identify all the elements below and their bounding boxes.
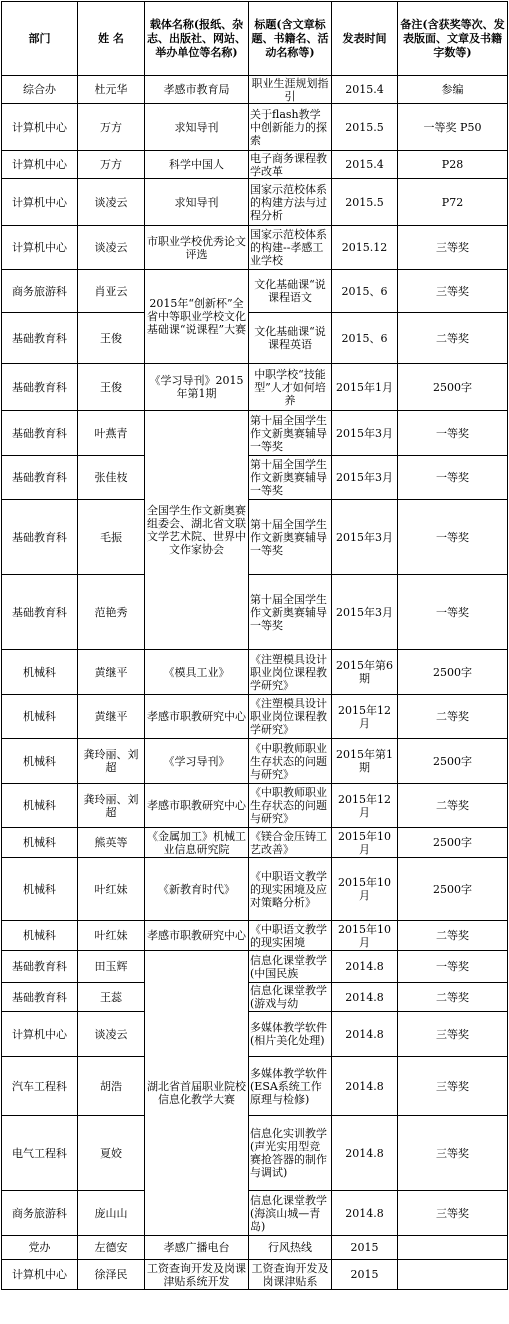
cell-carrier: 全国学生作文新奥赛组委会、湖北省文联文学艺术院、世界中文作家协会 bbox=[145, 411, 249, 650]
table-row bbox=[2, 151, 508, 179]
cell-name: 龚玲丽、刘超 bbox=[78, 739, 145, 784]
cell-name: 谈凌云 bbox=[78, 179, 145, 226]
cell-name: 肖亚云 bbox=[78, 270, 145, 313]
cell-date: 2015.5 bbox=[332, 104, 398, 151]
cell-remarks: 二等奖 bbox=[398, 695, 508, 739]
cell-remarks: 二等奖 bbox=[398, 313, 508, 364]
cell-title: 电子商务课程教学改革 bbox=[249, 151, 332, 179]
cell-carrier: 工资查询开发及岗课津贴系统开发 bbox=[145, 1260, 249, 1290]
cell-remarks: 三等奖 bbox=[398, 270, 508, 313]
table-row bbox=[2, 1260, 508, 1290]
cell-title: 行风热线 bbox=[249, 1236, 332, 1260]
cell-department: 计算机中心 bbox=[2, 1260, 78, 1290]
table-row bbox=[2, 1057, 508, 1116]
table-row bbox=[2, 650, 508, 695]
cell-name: 张佳枝 bbox=[78, 456, 145, 500]
cell-department: 计算机中心 bbox=[2, 151, 78, 179]
cell-carrier: 求知导刊 bbox=[145, 104, 249, 151]
cell-carrier: 《学习导刊》 bbox=[145, 739, 249, 784]
cell-name: 万方 bbox=[78, 104, 145, 151]
cell-name: 毛振 bbox=[78, 500, 145, 575]
cell-department: 商务旅游科 bbox=[2, 270, 78, 313]
cell-remarks: P72 bbox=[398, 179, 508, 226]
table-row bbox=[2, 76, 508, 104]
cell-remarks bbox=[398, 1260, 508, 1290]
cell-department: 计算机中心 bbox=[2, 179, 78, 226]
cell-remarks: 一等奖 bbox=[398, 411, 508, 456]
cell-department: 基础教育科 bbox=[2, 364, 78, 411]
cell-carrier: 孝感广播电台 bbox=[145, 1236, 249, 1260]
cell-name: 杜元华 bbox=[78, 76, 145, 104]
cell-title: 第十届全国学生作文新奥赛辅导一等奖 bbox=[249, 500, 332, 575]
cell-title: 文化基础课“说课程语文 bbox=[249, 270, 332, 313]
cell-department: 计算机中心 bbox=[2, 1012, 78, 1057]
cell-remarks: 2500字 bbox=[398, 828, 508, 858]
cell-remarks: 2500字 bbox=[398, 650, 508, 695]
cell-name: 徐泽民 bbox=[78, 1260, 145, 1290]
cell-date: 2015 bbox=[332, 1260, 398, 1290]
cell-name: 王俊 bbox=[78, 313, 145, 364]
cell-date: 2015.12 bbox=[332, 226, 398, 270]
cell-title: 文化基础课“说课程英语 bbox=[249, 313, 332, 364]
header-row bbox=[2, 2, 508, 76]
cell-title: 信息化课堂教学(中国民族 bbox=[249, 951, 332, 983]
cell-date: 2015年3月 bbox=[332, 575, 398, 650]
table-row bbox=[2, 1012, 508, 1057]
cell-remarks: 三等奖 bbox=[398, 1057, 508, 1116]
cell-name: 黄继平 bbox=[78, 650, 145, 695]
cell-name: 熊英等 bbox=[78, 828, 145, 858]
cell-title: 信息化课堂教学(游戏与幼 bbox=[249, 983, 332, 1012]
cell-department: 机械科 bbox=[2, 921, 78, 951]
table-row bbox=[2, 1236, 508, 1260]
cell-name: 谈凌云 bbox=[78, 1012, 145, 1057]
header-department: 部门 bbox=[2, 2, 78, 76]
cell-date: 2015年3月 bbox=[332, 411, 398, 456]
header-remarks: 备注(含获奖等次、发表版面、文章及书籍字数等) bbox=[398, 2, 508, 76]
table-row bbox=[2, 313, 508, 364]
table-row bbox=[2, 1191, 508, 1236]
cell-date: 2014.8 bbox=[332, 983, 398, 1012]
table-row bbox=[2, 983, 508, 1012]
table-row bbox=[2, 411, 508, 456]
cell-department: 党办 bbox=[2, 1236, 78, 1260]
cell-name: 谈凌云 bbox=[78, 226, 145, 270]
cell-title: 国家示范校体系的构建方法与过程分析 bbox=[249, 179, 332, 226]
cell-name: 叶红妹 bbox=[78, 858, 145, 921]
cell-department: 计算机中心 bbox=[2, 104, 78, 151]
cell-date: 2015.5 bbox=[332, 179, 398, 226]
cell-name: 胡浩 bbox=[78, 1057, 145, 1116]
cell-carrier: 求知导刊 bbox=[145, 179, 249, 226]
cell-department: 机械科 bbox=[2, 650, 78, 695]
cell-name: 王蕊 bbox=[78, 983, 145, 1012]
cell-date: 2015年10月 bbox=[332, 921, 398, 951]
cell-title: 信息化实训教学(声光实用型竞赛抢答器的制作与调试) bbox=[249, 1116, 332, 1191]
table-row bbox=[2, 179, 508, 226]
cell-date: 2015.4 bbox=[332, 151, 398, 179]
cell-department: 基础教育科 bbox=[2, 575, 78, 650]
cell-department: 机械科 bbox=[2, 695, 78, 739]
cell-title: 《注塑模具设计职业岗位课程教学研究》 bbox=[249, 695, 332, 739]
cell-carrier: 《模具工业》 bbox=[145, 650, 249, 695]
cell-date: 2015、6 bbox=[332, 270, 398, 313]
cell-department: 计算机中心 bbox=[2, 226, 78, 270]
cell-carrier: 2015年“创新杯”全省中等职业学校文化基础课“说课程”大赛 bbox=[145, 270, 249, 364]
cell-date: 2015年1月 bbox=[332, 364, 398, 411]
cell-remarks: 三等奖 bbox=[398, 1116, 508, 1191]
cell-title: 第十届全国学生作文新奥赛辅导一等奖 bbox=[249, 411, 332, 456]
table-row bbox=[2, 270, 508, 313]
publication-table bbox=[1, 1, 508, 1290]
cell-title: 国家示范校体系的构建--孝感工业学校 bbox=[249, 226, 332, 270]
cell-title: 《注塑模具设计职业岗位课程教学研究》 bbox=[249, 650, 332, 695]
table-row bbox=[2, 1116, 508, 1191]
cell-date: 2015年10月 bbox=[332, 858, 398, 921]
cell-date: 2015.4 bbox=[332, 76, 398, 104]
cell-remarks: 三等奖 bbox=[398, 1012, 508, 1057]
cell-carrier: 孝感市职教研究中心 bbox=[145, 784, 249, 828]
cell-title: 职业生涯规划指引 bbox=[249, 76, 332, 104]
cell-carrier: 湖北省首届职业院校信息化教学大赛 bbox=[145, 951, 249, 1236]
cell-carrier: 《金属加工》机械工业信息研究院 bbox=[145, 828, 249, 858]
cell-remarks: 三等奖 bbox=[398, 1191, 508, 1236]
table-row bbox=[2, 226, 508, 270]
cell-name: 黄继平 bbox=[78, 695, 145, 739]
cell-name: 范艳秀 bbox=[78, 575, 145, 650]
cell-remarks: 参编 bbox=[398, 76, 508, 104]
header-name: 姓 名 bbox=[78, 2, 145, 76]
cell-date: 2015年12月 bbox=[332, 695, 398, 739]
table-row bbox=[2, 104, 508, 151]
cell-remarks: 二等奖 bbox=[398, 921, 508, 951]
cell-remarks: 一等奖 bbox=[398, 500, 508, 575]
cell-department: 机械科 bbox=[2, 739, 78, 784]
table-row bbox=[2, 575, 508, 650]
table-row bbox=[2, 921, 508, 951]
table-row bbox=[2, 456, 508, 500]
cell-title: 第十届全国学生作文新奥赛辅导一等奖 bbox=[249, 456, 332, 500]
cell-title: 第十届全国学生作文新奥赛辅导一等奖 bbox=[249, 575, 332, 650]
cell-remarks: 2500字 bbox=[398, 739, 508, 784]
cell-carrier: 市职业学校优秀论文评选 bbox=[145, 226, 249, 270]
cell-carrier: 《学习导刊》2015年第1期 bbox=[145, 364, 249, 411]
cell-department: 基础教育科 bbox=[2, 951, 78, 983]
cell-remarks: P28 bbox=[398, 151, 508, 179]
cell-date: 2015 bbox=[332, 1236, 398, 1260]
table-row bbox=[2, 739, 508, 784]
cell-title: 《中职教师职业生存状态的问题与研究》 bbox=[249, 739, 332, 784]
table-row bbox=[2, 951, 508, 983]
cell-department: 基础教育科 bbox=[2, 313, 78, 364]
cell-name: 万方 bbox=[78, 151, 145, 179]
cell-date: 2014.8 bbox=[332, 1057, 398, 1116]
cell-department: 基础教育科 bbox=[2, 500, 78, 575]
cell-title: 信息化课堂教学(海滨山城—青岛) bbox=[249, 1191, 332, 1236]
cell-remarks: 一等奖 P50 bbox=[398, 104, 508, 151]
cell-name: 叶燕青 bbox=[78, 411, 145, 456]
header-carrier: 载体名称(报纸、杂志、出版社、网站、举办单位等名称) bbox=[145, 2, 249, 76]
cell-title: 《中职教师职业生存状态的问题与研究》 bbox=[249, 784, 332, 828]
cell-carrier: 孝感市职教研究中心 bbox=[145, 695, 249, 739]
cell-department: 基础教育科 bbox=[2, 411, 78, 456]
cell-name: 田玉辉 bbox=[78, 951, 145, 983]
header-publish-date: 发表时间 bbox=[332, 2, 398, 76]
cell-remarks bbox=[398, 1236, 508, 1260]
cell-date: 2014.8 bbox=[332, 1012, 398, 1057]
cell-department: 机械科 bbox=[2, 784, 78, 828]
cell-date: 2015年第1期 bbox=[332, 739, 398, 784]
cell-name: 叶红妹 bbox=[78, 921, 145, 951]
cell-title: 多媒体教学软件(相片美化处理) bbox=[249, 1012, 332, 1057]
cell-department: 电气工程科 bbox=[2, 1116, 78, 1191]
cell-date: 2014.8 bbox=[332, 951, 398, 983]
table-row bbox=[2, 784, 508, 828]
cell-date: 2015年3月 bbox=[332, 500, 398, 575]
cell-title: 《镁合金压铸工艺改善》 bbox=[249, 828, 332, 858]
cell-title: 多媒体教学软件(ESA系统工作原理与检修) bbox=[249, 1057, 332, 1116]
cell-remarks: 二等奖 bbox=[398, 983, 508, 1012]
cell-name: 龚玲丽、刘超 bbox=[78, 784, 145, 828]
cell-department: 汽车工程科 bbox=[2, 1057, 78, 1116]
table-row bbox=[2, 695, 508, 739]
cell-remarks: 2500字 bbox=[398, 364, 508, 411]
cell-name: 夏姣 bbox=[78, 1116, 145, 1191]
cell-date: 2015年第6期 bbox=[332, 650, 398, 695]
cell-name: 庞山山 bbox=[78, 1191, 145, 1236]
cell-carrier: 孝感市教育局 bbox=[145, 76, 249, 104]
cell-department: 机械科 bbox=[2, 828, 78, 858]
cell-date: 2015年10月 bbox=[332, 828, 398, 858]
cell-department: 机械科 bbox=[2, 858, 78, 921]
cell-department: 基础教育科 bbox=[2, 983, 78, 1012]
table-row bbox=[2, 364, 508, 411]
cell-carrier: 科学中国人 bbox=[145, 151, 249, 179]
cell-name: 王俊 bbox=[78, 364, 145, 411]
cell-department: 综合办 bbox=[2, 76, 78, 104]
cell-remarks: 一等奖 bbox=[398, 951, 508, 983]
cell-remarks: 二等奖 bbox=[398, 784, 508, 828]
cell-remarks: 2500字 bbox=[398, 858, 508, 921]
cell-department: 基础教育科 bbox=[2, 456, 78, 500]
cell-department: 商务旅游科 bbox=[2, 1191, 78, 1236]
cell-title: 工资查询开发及岗课津贴系 bbox=[249, 1260, 332, 1290]
cell-remarks: 三等奖 bbox=[398, 226, 508, 270]
table-row bbox=[2, 858, 508, 921]
cell-remarks: 一等奖 bbox=[398, 456, 508, 500]
cell-title: 《中职语文教学的现实困境 bbox=[249, 921, 332, 951]
cell-date: 2015、6 bbox=[332, 313, 398, 364]
table-row bbox=[2, 500, 508, 575]
cell-title: 关于flash教学中创新能力的探索 bbox=[249, 104, 332, 151]
cell-title: 中职学校“技能型”人才如何培养 bbox=[249, 364, 332, 411]
cell-date: 2015年12月 bbox=[332, 784, 398, 828]
cell-name: 左德安 bbox=[78, 1236, 145, 1260]
cell-title: 《中职语文教学的现实困境及应对策略分析》 bbox=[249, 858, 332, 921]
cell-remarks: 一等奖 bbox=[398, 575, 508, 650]
table-row bbox=[2, 828, 508, 858]
header-title: 标题(含文章标题、书籍名、活动名称等) bbox=[249, 2, 332, 76]
cell-carrier: 孝感市职教研究中心 bbox=[145, 921, 249, 951]
cell-date: 2014.8 bbox=[332, 1191, 398, 1236]
cell-date: 2014.8 bbox=[332, 1116, 398, 1191]
cell-date: 2015年3月 bbox=[332, 456, 398, 500]
cell-carrier: 《新教育时代》 bbox=[145, 858, 249, 921]
